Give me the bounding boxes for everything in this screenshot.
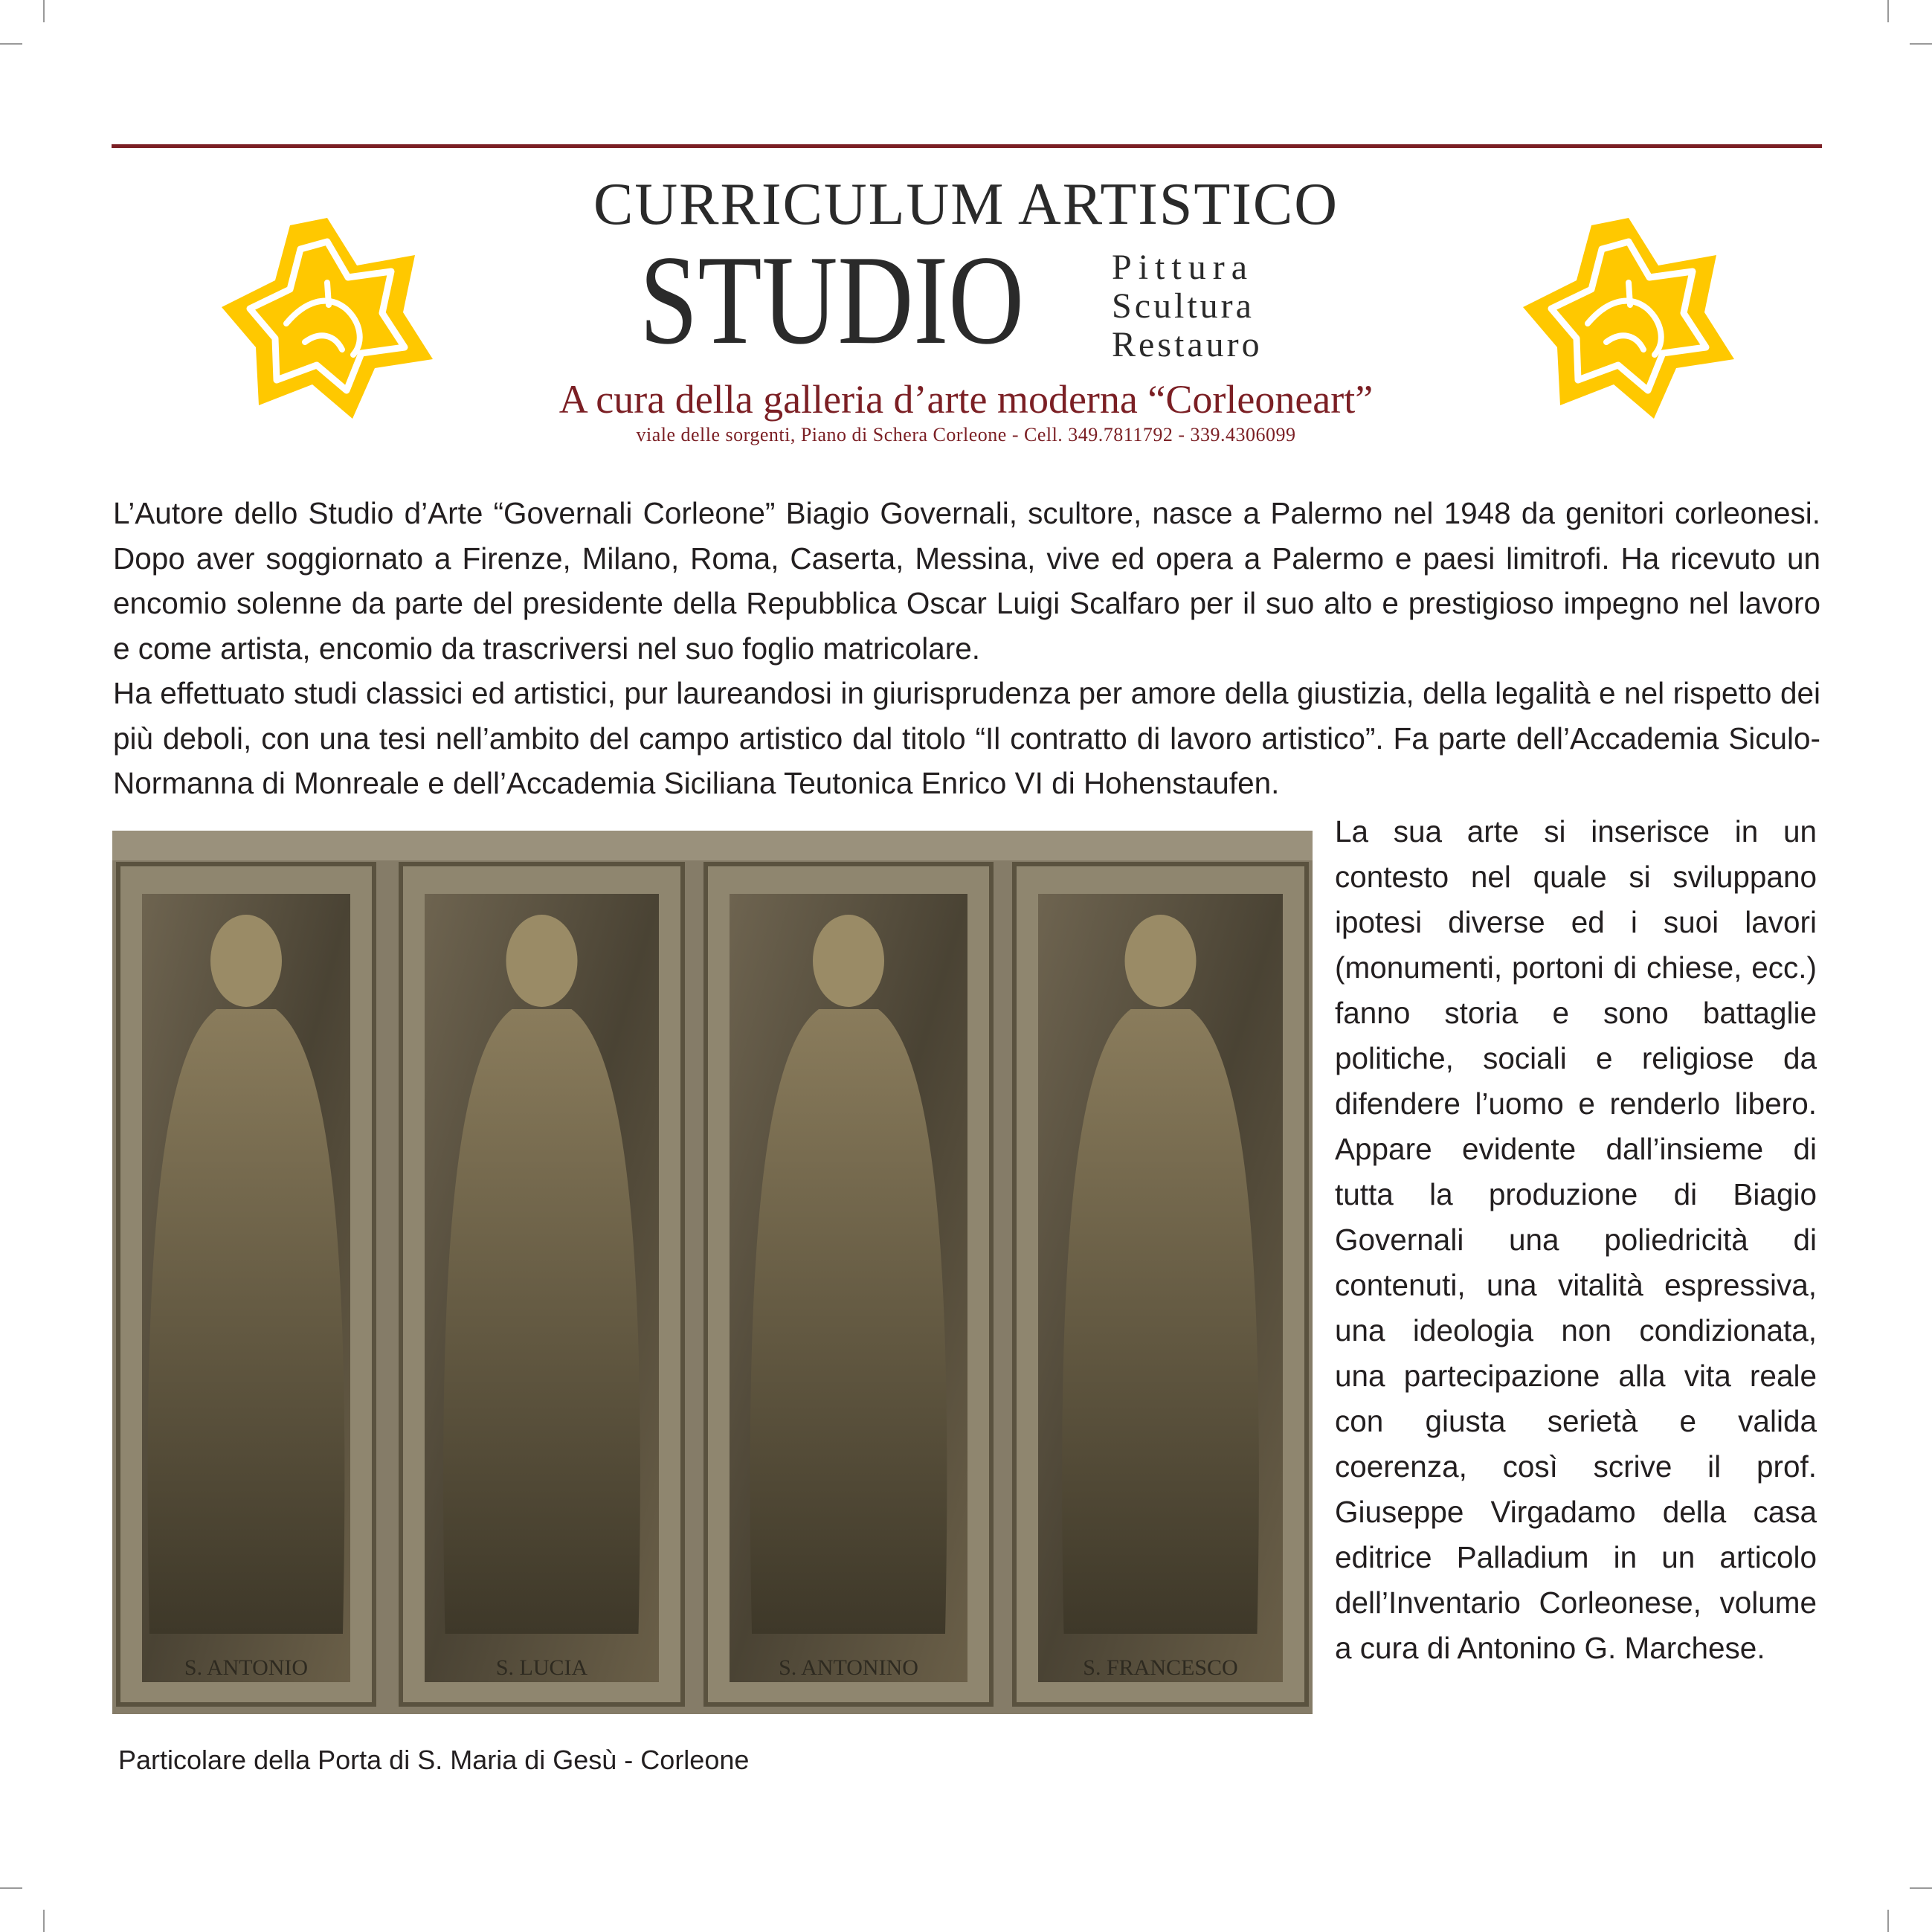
crop-mark — [1887, 0, 1889, 22]
crop-mark — [1910, 1887, 1932, 1889]
panel-label: S. ANTONIO — [184, 1655, 309, 1680]
side-text: La sua arte si inserisce in un contesto nel quale si sviluppano ipotesi diverse ed i suoi lavori (monumenti, portoni di chiese, ecc.) fanno storia e sono battaglie politiche, sociali e religiose da difendere l’uomo e renderlo libero. Appare evidente dall’insieme di tutta la produzione di Biagio Governali una poliedricità di contenuti, una vitalità espressiva, una ideologia non condizionata, una partecipazione alla vita reale con giusta serietà e valida coerenza, così scrive il prof. Giuseppe Virgadamo della casa editrice Palladium in un articolo dell’Inventario Corleonese, volume a cura di Antonino G. Marchese. — [1335, 814, 1817, 1665]
crop-mark — [1887, 1910, 1889, 1932]
top-rule — [112, 144, 1822, 148]
crop-mark — [0, 1887, 22, 1889]
saint-figure — [443, 1009, 640, 1634]
discipline-item: Pittura — [1112, 248, 1254, 287]
intro-paragraph: Ha effettuato studi classici ed artistici, pur laureandosi in giurisprudenza per amore della giustizia, della legalità e nel rispetto dei più deboli, con una tesi nell’ambito del campo artistico dal titolo “Il contratto di lavoro artistico”. Fa parte dell’Accademia Siculo-Normanna di Monreale e dell’Accademia Siciliana Teutonica Enrico VI di Hohenstaufen. — [113, 676, 1820, 800]
discipline-item: Scultura — [1112, 286, 1255, 326]
saint-figure — [750, 1009, 947, 1634]
panel-label: S. FRANCESCO — [1083, 1655, 1238, 1680]
studio-heading: STUDIO — [640, 230, 1025, 371]
curated-by: A cura della galleria d’arte moderna “Corleoneart” — [558, 377, 1374, 422]
saint-figure — [148, 1009, 345, 1634]
page-title: CURRICULUM ARTISTICO — [593, 172, 1339, 237]
panel-label: S. LUCIA — [495, 1655, 588, 1680]
discipline-item: Restauro — [1112, 325, 1263, 364]
crop-mark — [43, 1910, 45, 1932]
intro-paragraph: L’Autore dello Studio d’Arte “Governali Corleone” Biagio Governali, scultore, nasce a Palermo nel 1948 da genitori corleonesi. Dopo aver soggiornato a Firenze, Milano, Roma, Caserta, Messina, vive ed opera a Palermo e paesi limitrofi. Ha ricevuto un encomio solenne da parte del presidente della Repubblica Oscar Luigi Scalfaro per il suo alto e prestigioso impegno nel lavoro e come artista, encomio da trascriversi nel suo foglio matricolare. — [113, 496, 1820, 666]
crop-mark — [1910, 43, 1932, 45]
saint-head — [813, 915, 884, 1007]
disciplines-list — [1112, 248, 1263, 364]
saint-head — [506, 915, 578, 1007]
address-line: viale delle sorgenti, Piano di Schera Corleone - Cell. 349.7811792 - 339.4306099 — [636, 424, 1296, 445]
intro-text — [113, 491, 1820, 806]
saint-head — [210, 915, 282, 1007]
saint-figure — [1062, 1009, 1259, 1634]
photo-caption: Particolare della Porta di S. Maria di Gesù - Corleone — [118, 1745, 750, 1775]
panel-label: S. ANTONINO — [779, 1655, 918, 1680]
bronze-door-photo — [112, 831, 1313, 1714]
crop-mark — [43, 0, 45, 22]
saint-head — [1125, 915, 1197, 1007]
crop-mark — [0, 43, 22, 45]
